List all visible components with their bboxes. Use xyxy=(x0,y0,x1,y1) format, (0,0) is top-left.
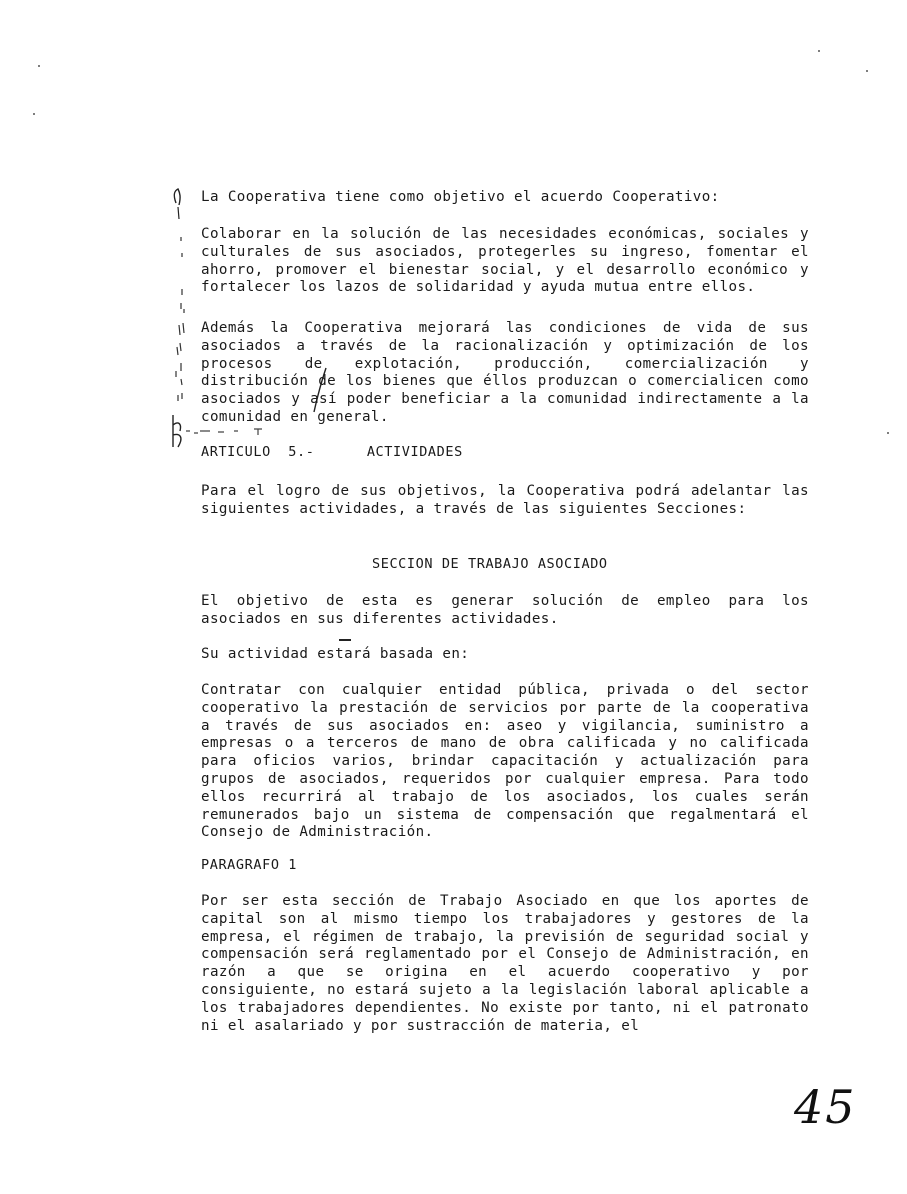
paragraph-heading: PARAGRAFO 1 xyxy=(201,857,298,873)
scan-speck xyxy=(818,50,820,52)
overline-mark xyxy=(339,639,351,641)
contract-paragraph: Contratar con cualquier entidad pública, privada o del sector cooperativo la prestación de servicios por parte de la cooperativa a través de sus asociados en: aseo y vigilancia, suministro a empresas o a terceros de mano de obra calificada y no calificada para oficios varios, brindar capacitación y actualización para grupos de asociados, requeridos por cualquier empresa. Para todo ellos recurrirá al trabajo de los asociados, los cuales serán remunerados bajo un sistema de compensación que regalmentará el Consejo de Administración. xyxy=(201,682,809,841)
scan-speck xyxy=(866,70,868,72)
objective-paragraph: Colaborar en la solución de las necesidades económicas, sociales y culturales de sus asociados, protegerles su ingreso, fomentar el ahorro, promover el bienestar social, y el desarrollo económico y fortalecer los lazos de solidaridad y ayuda mutua entre ellos. xyxy=(201,226,809,296)
article-heading: ARTICULO 5.- ACTIVIDADES xyxy=(201,444,463,460)
section-heading: SECCION DE TRABAJO ASOCIADO xyxy=(372,556,608,572)
paragraph-1-text: Por ser esta sección de Trabajo Asociado en que los aportes de capital son al mismo tiempo los trabajadores y gestores de la empresa, el régimen de trabajo, la previsión de seguridad social y compensación será reglamentado por el Consejo de Administración, en razón a que se origina en el acuerdo cooperativo y por consiguiente, no estará sujeto a la legislación laboral aplicable a los trabajadores dependientes. No existe por tanto, ni el patronato ni el asalariado y por sustracción de materia, el xyxy=(201,893,809,1034)
intro-line: La Cooperativa tiene como objetivo el acuerdo Cooperativo: xyxy=(201,189,720,205)
additional-objectives-paragraph: Además la Cooperativa mejorará las condiciones de vida de sus asociados a través de la racionalización y optimización de los procesos de explotación, producción, comercialización y distribución de los bienes que éllos produzcan o comercialicen como asociados y así poder beneficiar a la comunidad indirectamente a la comunidad en general. xyxy=(201,320,809,425)
handwritten-margin-marks xyxy=(160,185,200,455)
page-number: 45 xyxy=(794,1080,857,1134)
scan-speck xyxy=(887,432,889,434)
scan-speck xyxy=(38,65,40,67)
scan-speck xyxy=(33,113,35,115)
activities-intro: Para el logro de sus objetivos, la Cooperativa podrá adelantar las siguientes actividades, a través de las siguientes Secciones: xyxy=(201,483,809,517)
dash-marks xyxy=(200,425,270,437)
section-objective-paragraph: El objetivo de esta es generar solución de empleo para los asociados en sus diferentes actividades. xyxy=(201,593,809,627)
activity-basis-line: Su actividad estará basada en: xyxy=(201,646,470,662)
